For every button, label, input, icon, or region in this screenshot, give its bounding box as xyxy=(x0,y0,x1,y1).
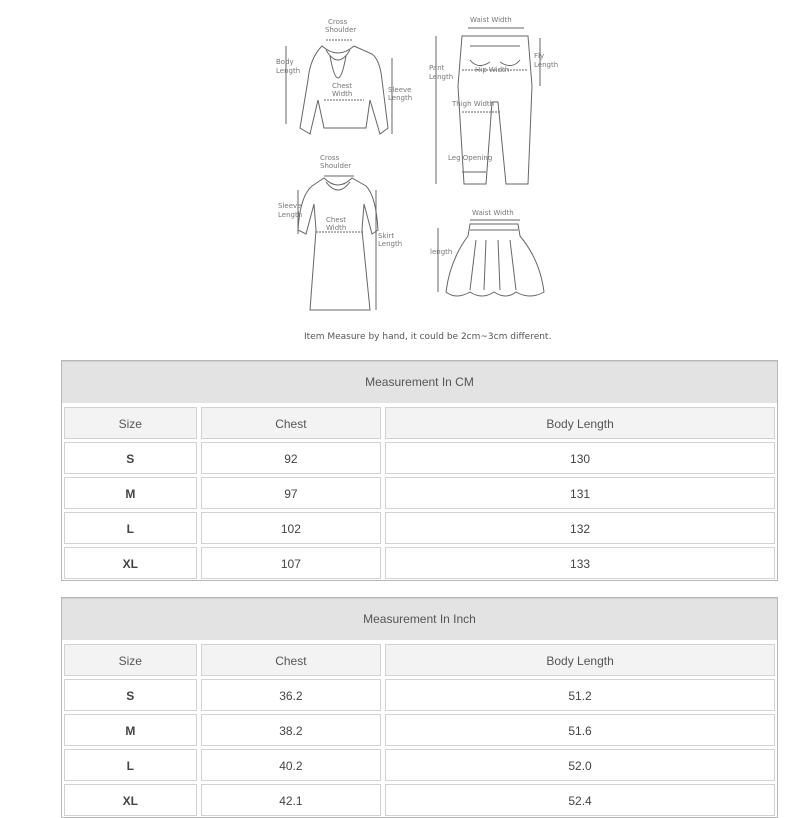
cell-size: XL xyxy=(64,547,197,579)
label-skirt-waist-width: Waist Width xyxy=(472,209,514,217)
header-size: Size xyxy=(64,407,197,439)
table-header-row xyxy=(62,642,777,677)
label-thigh-width: Thigh Width xyxy=(452,100,495,108)
measurement-note: Item Measure by hand, it could be 2cm~3cm different. xyxy=(304,332,552,342)
label-cross-shoulder: Cross xyxy=(328,18,348,26)
cell-size: L xyxy=(64,512,197,544)
label-hip-width: Hip Width xyxy=(475,66,510,74)
cell-size: XL xyxy=(64,784,197,816)
cell-size: M xyxy=(64,714,197,746)
label-skirt-length: Skirt xyxy=(378,232,395,240)
svg-text:Length: Length xyxy=(278,211,303,219)
svg-text:Shoulder: Shoulder xyxy=(320,162,352,170)
cell-size: L xyxy=(64,749,197,781)
table-header-row xyxy=(62,405,777,440)
table-row xyxy=(62,677,777,712)
cell-body-length: 130 xyxy=(385,442,775,474)
table-row xyxy=(62,475,777,510)
cell-chest: 97 xyxy=(201,477,381,509)
label-waist-width: Waist Width xyxy=(470,16,512,24)
header-chest: Chest xyxy=(201,644,381,676)
cell-chest: 107 xyxy=(201,547,381,579)
label-pant-length: Pant xyxy=(429,64,445,72)
table-title: Measurement In Inch xyxy=(62,598,777,642)
cell-body-length: 51.2 xyxy=(385,679,775,711)
label-body-length: Body xyxy=(276,58,294,66)
cell-chest: 42.1 xyxy=(201,784,381,816)
table-row xyxy=(62,747,777,782)
table-inch xyxy=(61,597,778,818)
cell-chest: 92 xyxy=(201,442,381,474)
table-row xyxy=(62,712,777,747)
label-chest-width: Chest xyxy=(332,82,353,90)
label-sleeve-length: Sleeve xyxy=(388,86,412,94)
label-leg-opening: Leg Opening xyxy=(448,154,493,162)
dress-illustration xyxy=(298,176,378,310)
cell-body-length: 52.4 xyxy=(385,784,775,816)
cell-size: S xyxy=(64,442,197,474)
table-title: Measurement In CM xyxy=(62,361,777,405)
label-dress-sleeve-length: Sleeve xyxy=(278,202,302,210)
label-skirt-length-plain: length xyxy=(430,248,453,256)
header-size: Size xyxy=(64,644,197,676)
cell-chest: 102 xyxy=(201,512,381,544)
svg-text:Length: Length xyxy=(388,94,413,102)
svg-text:Length: Length xyxy=(378,240,403,248)
table-cm xyxy=(61,360,778,581)
svg-text:Length: Length xyxy=(429,73,454,81)
cell-body-length: 51.6 xyxy=(385,714,775,746)
cell-body-length: 52.0 xyxy=(385,749,775,781)
cell-chest: 38.2 xyxy=(201,714,381,746)
table-row xyxy=(62,545,777,580)
label-dress-chest-width: Chest xyxy=(326,216,347,224)
header-chest: Chest xyxy=(201,407,381,439)
label-dress-cross-shoulder: Cross xyxy=(320,154,340,162)
size-diagram xyxy=(0,0,800,345)
label-fly-length: Fly xyxy=(534,52,545,60)
cell-chest: 40.2 xyxy=(201,749,381,781)
cell-size: S xyxy=(64,679,197,711)
cell-chest: 36.2 xyxy=(201,679,381,711)
cell-size: M xyxy=(64,477,197,509)
svg-text:Length: Length xyxy=(276,67,301,75)
svg-text:Width: Width xyxy=(332,90,353,98)
svg-text:Shoulder: Shoulder xyxy=(325,26,357,34)
header-body-length: Body Length xyxy=(385,407,775,439)
svg-text:Width: Width xyxy=(326,224,347,232)
cell-body-length: 132 xyxy=(385,512,775,544)
cell-body-length: 133 xyxy=(385,547,775,579)
table-row xyxy=(62,510,777,545)
skirt-illustration xyxy=(438,220,544,296)
table-row xyxy=(62,440,777,475)
svg-text:Length: Length xyxy=(534,61,559,69)
garment-illustrations xyxy=(0,0,800,345)
cell-body-length: 131 xyxy=(385,477,775,509)
header-body-length: Body Length xyxy=(385,644,775,676)
